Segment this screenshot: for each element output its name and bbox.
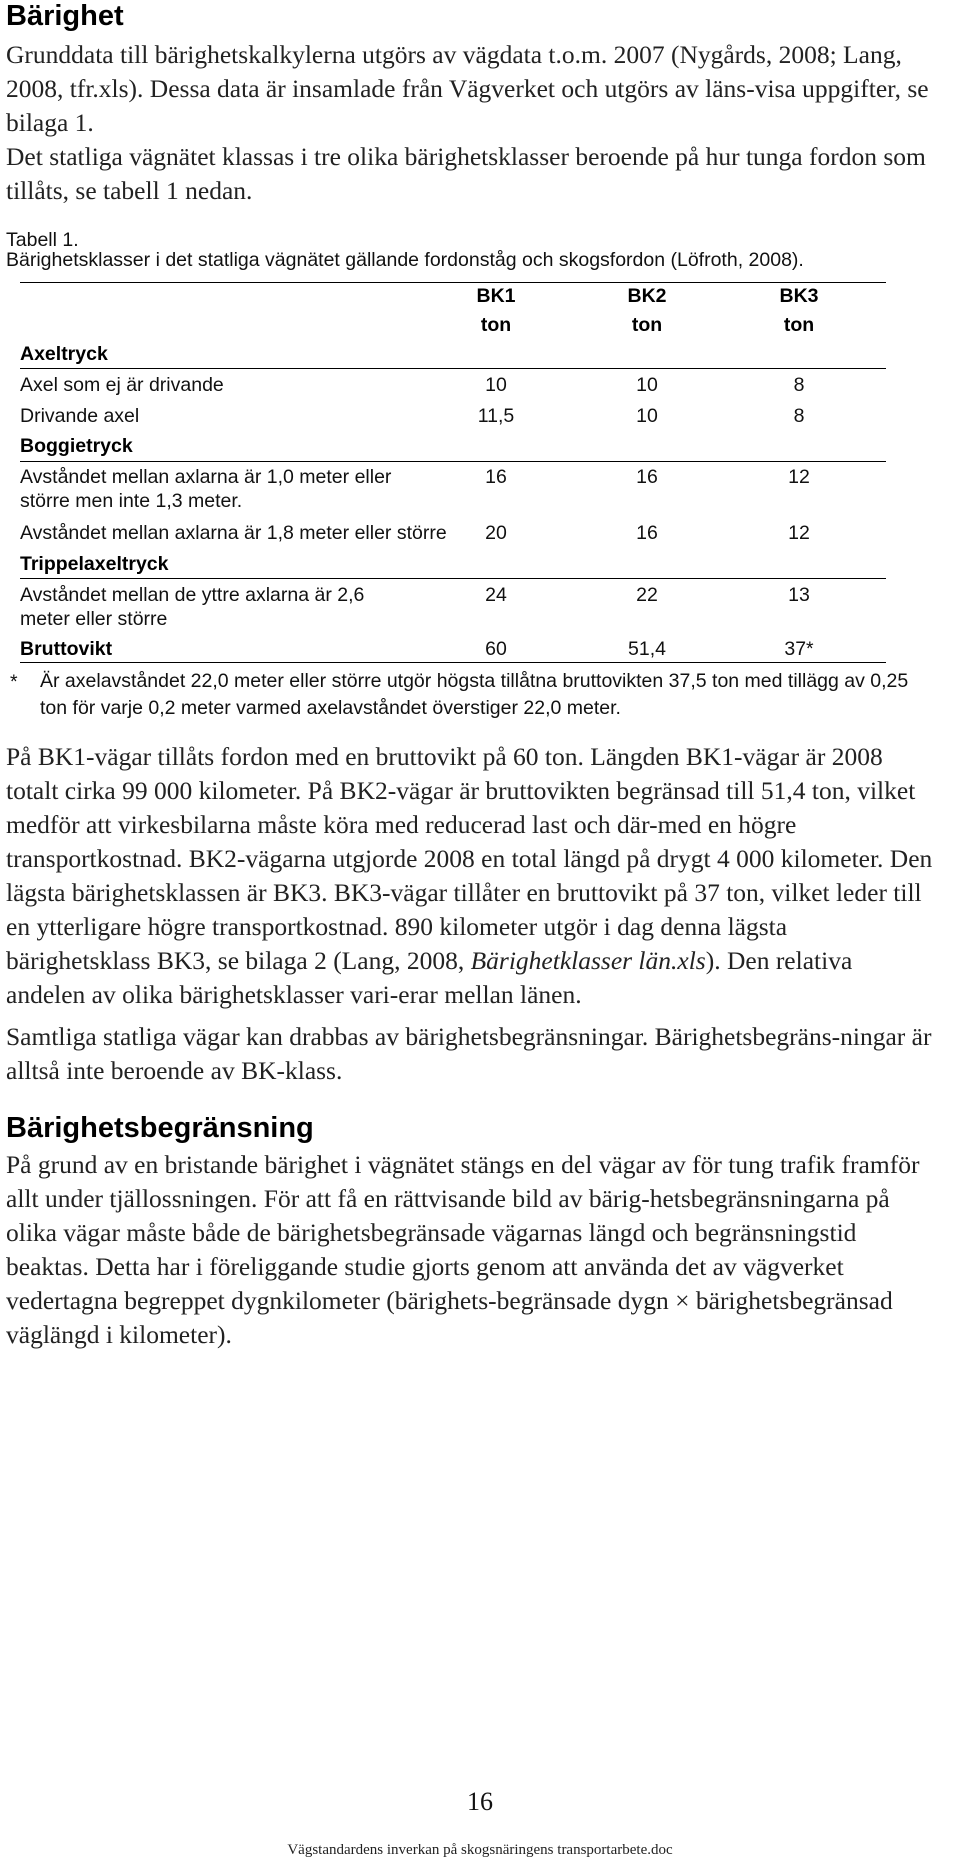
table-cell: 11,5 bbox=[477, 405, 515, 427]
table-header-bk1: BK1 bbox=[476, 285, 516, 307]
table-rule bbox=[20, 578, 886, 579]
table-row-label: Axel som ej är drivande bbox=[20, 374, 224, 396]
table-cell: 8 bbox=[793, 374, 805, 396]
table-row-label: Avståndet mellan axlarna är 1,0 meter eller större men inte 1,3 meter. bbox=[20, 466, 392, 512]
paragraph-bk-vagar-text-b: ). Den relativa andelen av olika bärighetsklasser vari-erar mellan länen. bbox=[6, 946, 853, 1009]
table-cell: 13 bbox=[788, 584, 810, 606]
table-cell: 24 bbox=[485, 584, 507, 606]
page-footer: Vägstandardens inverkan på skogsnäringens transportarbete.doc bbox=[287, 1842, 673, 1858]
page-number: 16 bbox=[467, 1787, 493, 1816]
table-cell: 60 bbox=[485, 638, 507, 660]
table-cell: 20 bbox=[485, 522, 507, 544]
table-cell: 37* bbox=[784, 638, 814, 660]
table-cell: 22 bbox=[636, 584, 658, 606]
table-group-trippelaxeltryck: Trippelaxeltryck bbox=[20, 553, 169, 575]
paragraph-bk-vagar-filename: Bärighetklasser län.xls bbox=[470, 946, 706, 975]
paragraph-vagnatet-klassas: Det statliga vägnätet klassas i tre olika bärighetsklasser beroende på hur tunga fordon som tillåts, se tabell 1 nedan. bbox=[6, 142, 926, 205]
table-header-bk3: BK3 bbox=[779, 285, 819, 307]
table-row-label: Avståndet mellan axlarna är 1,8 meter eller större bbox=[20, 522, 447, 544]
section-heading-barighet: Bärighet bbox=[6, 0, 124, 32]
paragraph-barighetsbegransning: På grund av en bristande bärighet i vägnätet stängs en del vägar av för tung trafik framför allt under tjällossningen. För att få en rättvisande bild av bärig-hetsbegränsningarna på olika vägar måste både de bärighetsbegränsade vägarnas längd och begränsningstid beaktas. Detta har i föreliggande studie gjorts genom att använda det av vägverket vedertagna begreppet dygnkilometer (bärighets-begränsade dygn × bärighetsbegränsad väglängd i kilometer). bbox=[6, 1150, 920, 1349]
table-cell: 12 bbox=[788, 466, 810, 488]
table-cell: 10 bbox=[485, 374, 507, 396]
table-cell: 10 bbox=[636, 374, 658, 396]
table-top-rule bbox=[20, 282, 886, 283]
table-cell: 12 bbox=[788, 522, 810, 544]
table-row-label-bruttovikt: Bruttovikt bbox=[20, 638, 113, 660]
table-cell: 16 bbox=[636, 466, 658, 488]
table-unit-bk2: ton bbox=[631, 314, 663, 336]
paragraph-bk-vagar-text-a: På BK1-vägar tillåts fordon med en bruttovikt på 60 ton. Längden BK1-vägar är 2008 totalt cirka 99 000 kilometer. På BK2-vägar är bruttovikten begränsad till 51,4 ton, vilket medför att virkesbilarna måste köra med reducerad last och där-med en högre transportkostnad. BK2-vägarna utgjorde 2008 en total längd på drygt 4 000 kilometer. Den lägsta bärighetsklassen är BK3. BK3-vägar tillåter en bruttovikt på 37 ton, vilket leder till en ytterligare högre transportkostnad. 890 kilometer utgör i dag denna lägsta bärighetsklass BK3, se bilaga 2 (Lang, 2008, bbox=[6, 742, 933, 975]
table-caption-label: Tabell 1. bbox=[6, 229, 79, 251]
paragraph-samtliga: Samtliga statliga vägar kan drabbas av bärighetsbegränsningar. Bärighetsbegräns-ningar är alltså inte beroende av BK-klass. bbox=[6, 1022, 932, 1085]
table-rule bbox=[20, 368, 886, 369]
table-header-bk2: BK2 bbox=[627, 285, 667, 307]
table-row-label: Avståndet mellan de yttre axlarna är 2,6 meter eller större bbox=[20, 584, 365, 630]
table-cell: 16 bbox=[485, 466, 507, 488]
table-unit-bk3: ton bbox=[783, 314, 815, 336]
table-cell: 16 bbox=[636, 522, 658, 544]
table-cell: 8 bbox=[793, 405, 805, 427]
table-bottom-rule bbox=[20, 662, 886, 663]
section-heading-barighetsbegransning: Bärighetsbegränsning bbox=[6, 1112, 314, 1144]
table-caption-text: Bärighetsklasser i det statliga vägnätet gällande fordonståg och skogsfordon (Löfroth, 2008). bbox=[6, 249, 804, 271]
table-rule bbox=[20, 461, 886, 462]
table-unit-bk1: ton bbox=[480, 314, 512, 336]
table-row-label: Drivande axel bbox=[20, 405, 140, 427]
paragraph-grunddata: Grunddata till bärighetskalkylerna utgörs av vägdata t.o.m. 2007 (Nygårds, 2008; Lang, 2008, tfr.xls). Dessa data är insamlade från Vägverket och utgörs av läns-visa uppgifter, se bilaga 1. bbox=[6, 40, 929, 137]
table-group-axeltryck: Axeltryck bbox=[20, 343, 108, 365]
table-footnote: Är axelavståndet 22,0 meter eller större utgör högsta tillåtna bruttovikten 37,5 ton med tillägg av 0,25 ton för varje 0,2 meter varmed axelavståndet överstiger 22,0 meter. bbox=[40, 670, 909, 719]
table-cell: 10 bbox=[636, 405, 658, 427]
table-cell: 51,4 bbox=[628, 638, 666, 660]
paragraph-bk-vagar bbox=[6, 740, 936, 1012]
footnote-mark: * bbox=[10, 671, 18, 693]
table-group-boggietryck: Boggietryck bbox=[20, 435, 133, 457]
